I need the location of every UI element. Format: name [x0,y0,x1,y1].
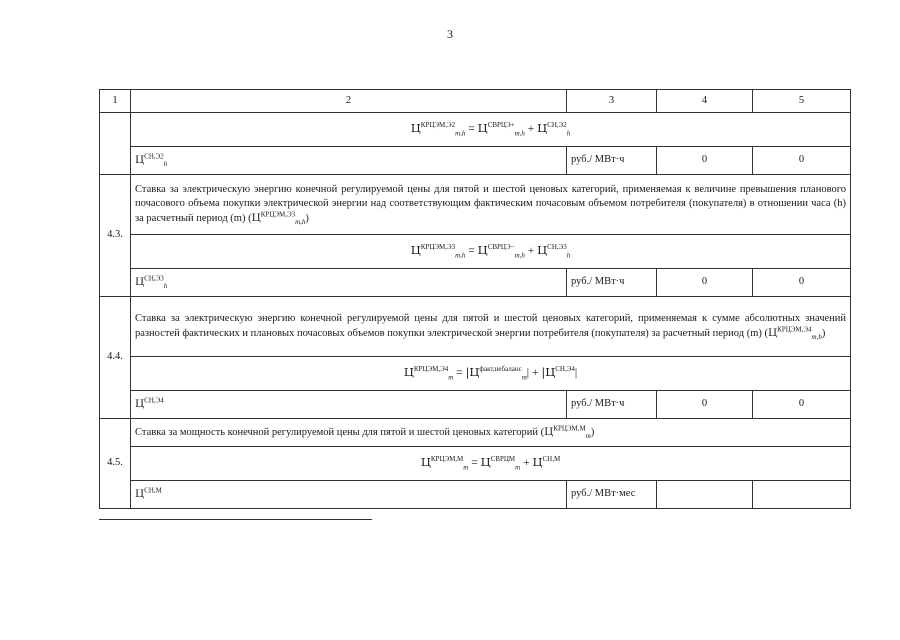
table-row [100,147,851,175]
footnote-separator [99,519,372,520]
symbol-cell: $Ц^{СН,Э4}$ [131,391,567,419]
formula-row [100,447,851,481]
formula-row [100,113,851,147]
description-text: Ставка за мощность конечной регулируемой цены для пятой и шестой ценовых категорий $(Ц^{КРЦЭМ,М}_m)$ [131,419,851,447]
section-4-3-description [100,175,851,235]
tariff-table [99,89,851,509]
formula-e4: $Ц^{КРЦЭМ,Э4}_m = |Ц^{факт,небаланс}_m| + |Ц^{СН,Э4}|$ [131,357,851,391]
header-row [100,90,851,113]
value-col-4: 0 [657,391,753,419]
table-row [100,269,851,297]
unit-cell: руб./ МВт·мес [567,481,657,509]
row-number-cell [100,113,131,175]
symbol-cell: $Ц^{СН,М}$ [131,481,567,509]
header-col-2: 2 [131,90,567,113]
section-4-4-description [100,297,851,357]
symbol-cell: $Ц^{СН,Э2}_h$ [131,147,567,175]
formula-row [100,235,851,269]
header-col-1: 1 [100,90,131,113]
description-text: Ставка за электрическую энергию конечной регулируемой цены для пятой и шестой ценовых категорий, применяемая к сумме абсолютных значений разностей фактических и плановых почасовых объемов покупки электрической энергии потребителя (покупателя) за расчетный период (m) $(Ц^{КРЦЭМ,Э4}_{m,h})$ [131,297,851,357]
formula-e3: $Ц^{КРЦЭМ,Э3}_{m,h} = Ц^{СВРЦЭ-}_{m,h} + Ц^{СН,Э3}_h$ [131,235,851,269]
header-col-5: 5 [753,90,851,113]
value-col-5: 0 [753,391,851,419]
row-number: 4.5. [100,419,131,509]
unit-cell: руб./ МВт·ч [567,147,657,175]
header-col-4: 4 [657,90,753,113]
value-col-5: 0 [753,269,851,297]
symbol-cell: $Ц^{СН,Э3}_h$ [131,269,567,297]
formula-m: $Ц^{КРЦЭМ,М}_m = Ц^{СВРЦМ}_m + Ц^{СН,М}$ [131,447,851,481]
value-col-4 [657,481,753,509]
value-col-5 [753,481,851,509]
unit-cell: руб./ МВт·ч [567,391,657,419]
row-number: 4.3. [100,175,131,297]
formula-row [100,357,851,391]
header-col-3: 3 [567,90,657,113]
unit-cell: руб./ МВт·ч [567,269,657,297]
value-col-5: 0 [753,147,851,175]
formula-e2: $Ц^{КРЦЭМ,Э2}_{m,h} = Ц^{СВРЦЭ+}_{m,h} + Ц^{СН,Э2}_h$ [131,113,851,147]
description-text: Ставка за электрическую энергию конечной регулируемой цены для пятой и шестой ценовых категорий, применяемая к величине превышения планового почасового объема покупки электрической энергии над соответствующим фактическим почасовым объемом потребителя (покупателя) в отношении часа (h) за расчетный период (m) $(Ц^{КРЦЭМ,Э3}_{m,h})$ [131,175,851,235]
value-col-4: 0 [657,269,753,297]
table-row [100,481,851,509]
row-number: 4.4. [100,297,131,419]
section-4-5-description [100,419,851,447]
table-row [100,391,851,419]
page-number: 3 [447,27,453,41]
value-col-4: 0 [657,147,753,175]
